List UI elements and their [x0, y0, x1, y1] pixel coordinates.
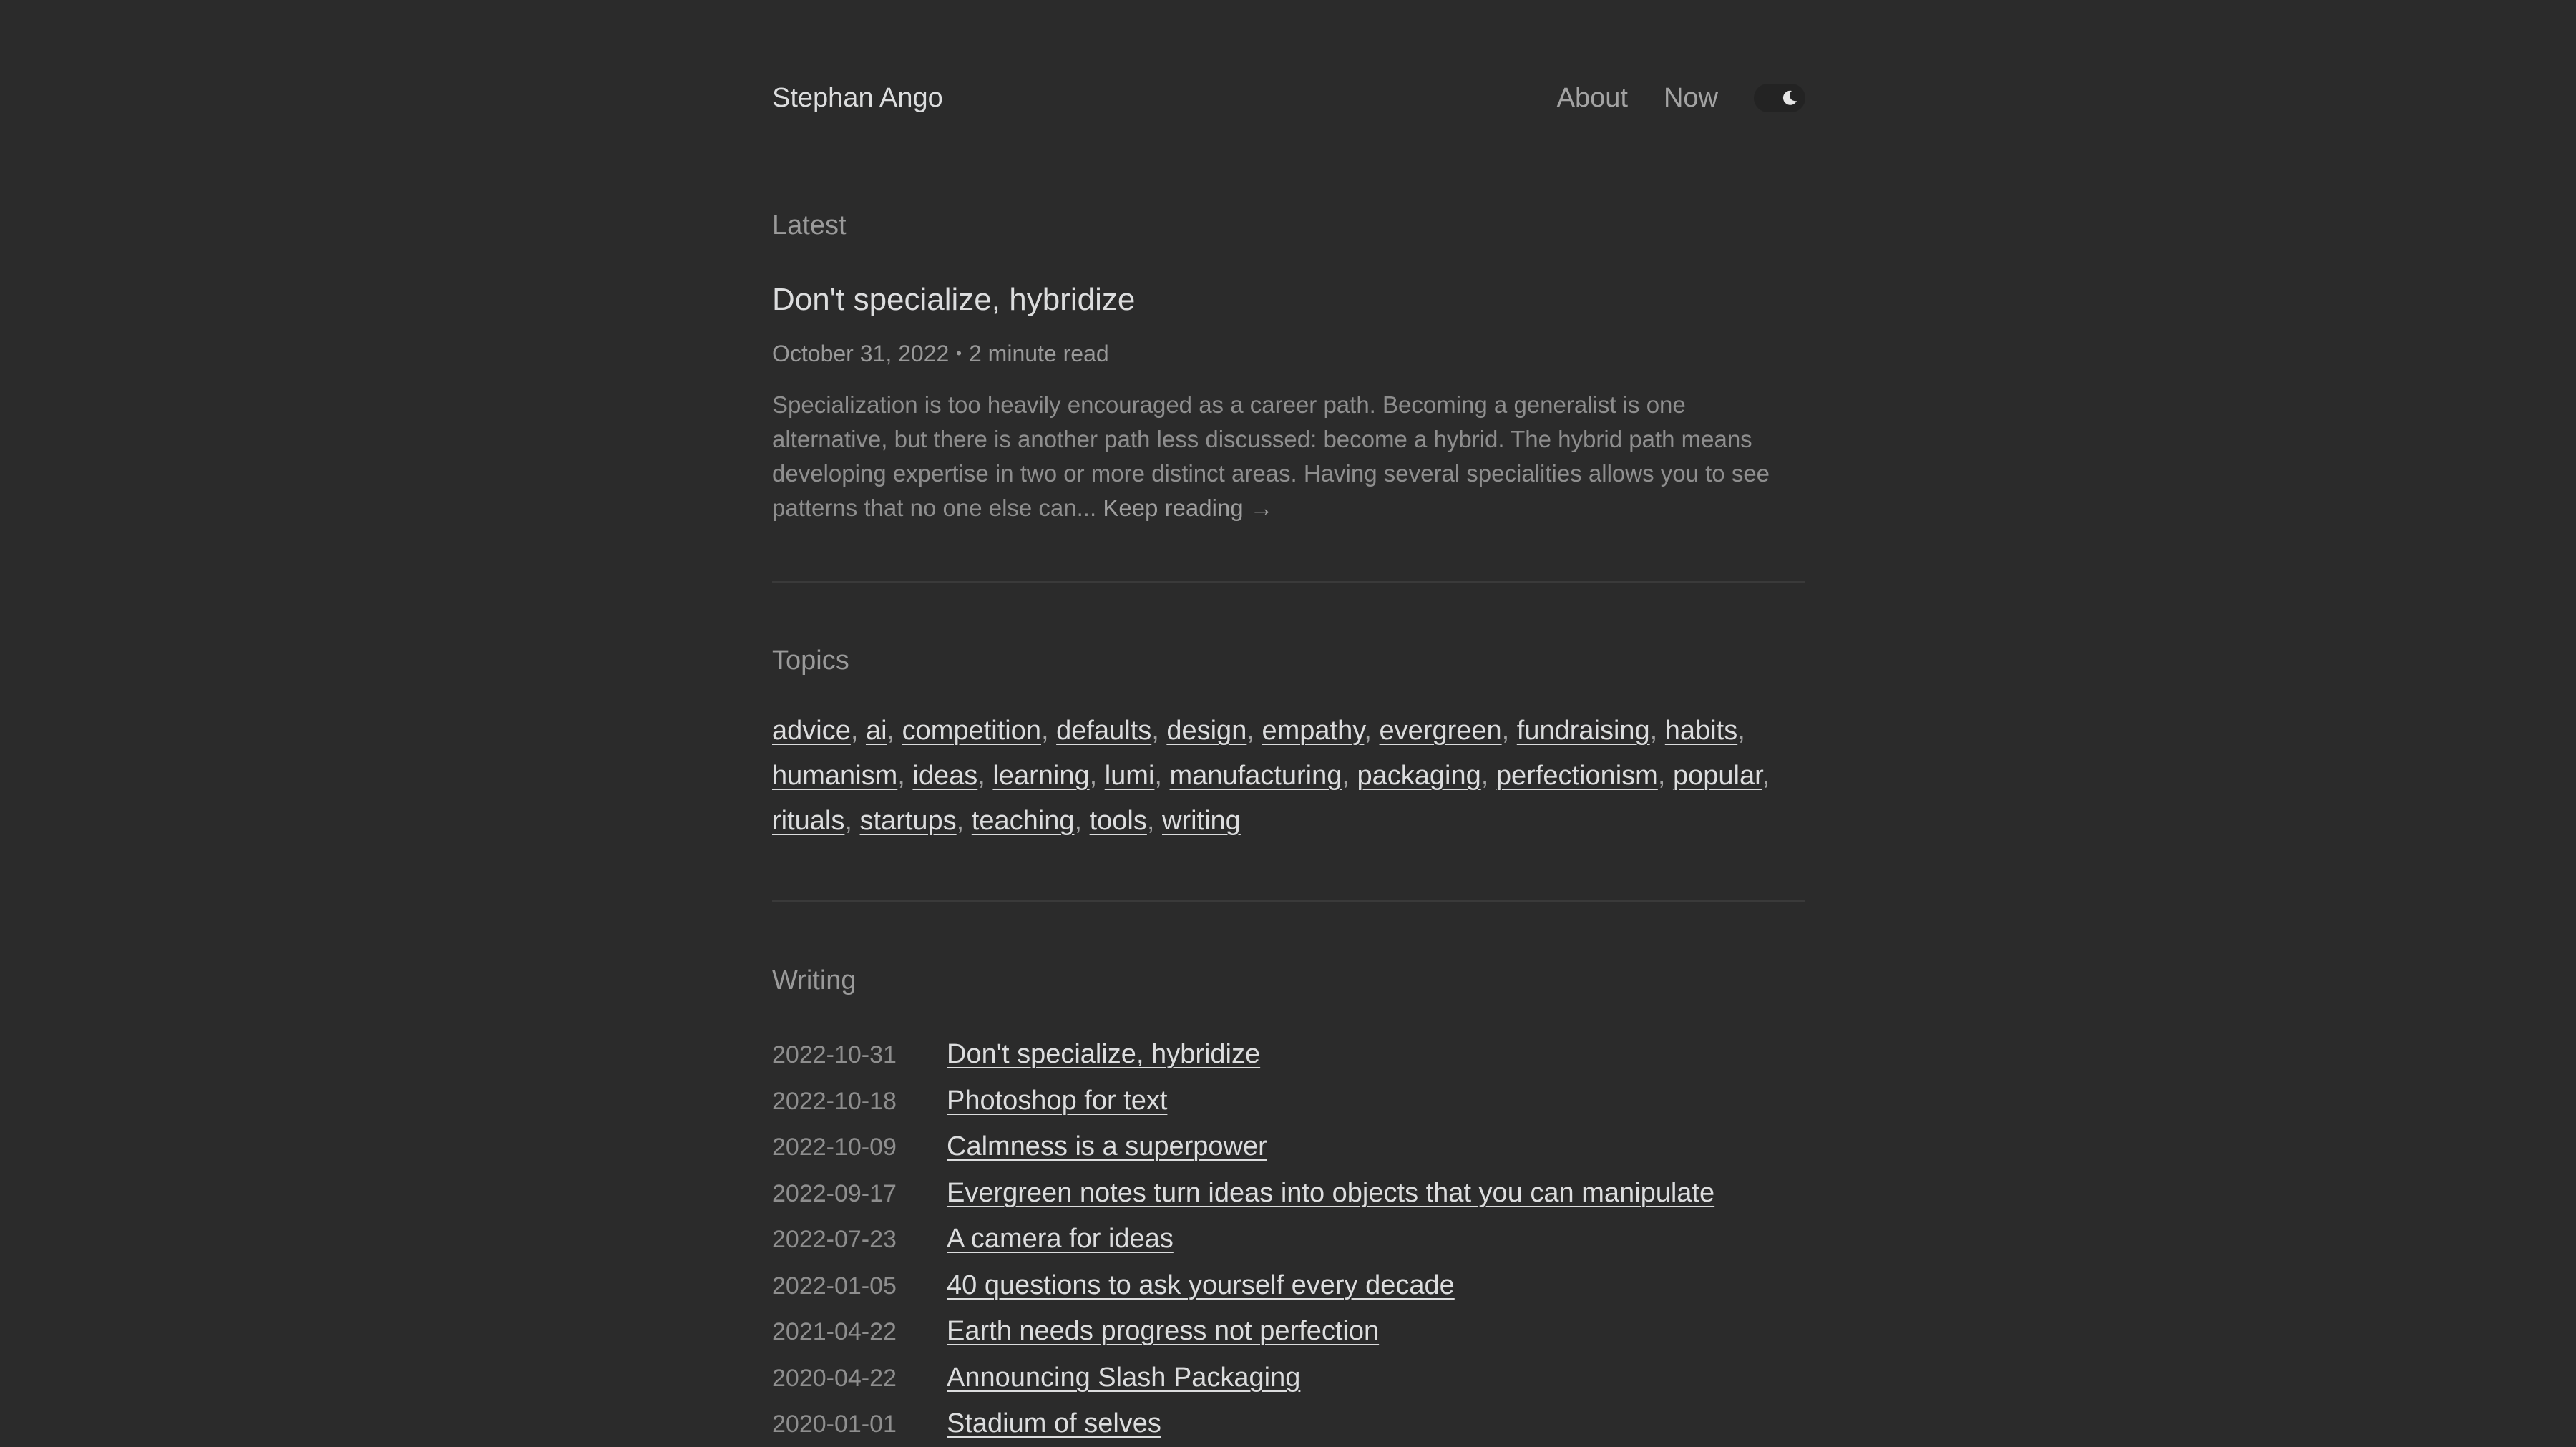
topic-link-popular[interactable]: popular — [1672, 761, 1762, 791]
post-title-link[interactable]: Calmness is a superpower — [947, 1131, 1267, 1161]
topic-separator: , — [1649, 716, 1665, 746]
topic-link-teaching[interactable]: teaching — [971, 806, 1075, 836]
writing-list-item — [772, 1363, 1714, 1409]
topic-separator: , — [1041, 716, 1057, 746]
topic-link-lumi[interactable]: lumi — [1104, 761, 1155, 791]
latest-post-read-time: 2 minute read — [968, 341, 1109, 366]
nav-about-link[interactable]: About — [1556, 83, 1628, 113]
writing-list-item — [772, 1316, 1714, 1363]
topic-link-fundraising[interactable]: fundraising — [1516, 716, 1650, 746]
topic-separator: , — [1151, 716, 1167, 746]
post-title-link[interactable]: A camera for ideas — [947, 1224, 1174, 1254]
post-title-link[interactable]: Earth needs progress not perfection — [947, 1316, 1380, 1346]
topic-separator: , — [977, 761, 993, 791]
topic-separator: , — [1501, 716, 1517, 746]
topic-link-competition[interactable]: competition — [902, 716, 1041, 746]
writing-list-item — [772, 1224, 1714, 1270]
post-title-link[interactable]: Evergreen notes turn ideas into objects that you can manipulate — [947, 1177, 1715, 1208]
topic-separator: , — [1146, 806, 1162, 836]
moon-icon — [1780, 88, 1800, 108]
topic-separator: , — [1089, 761, 1105, 791]
topic-separator: , — [1657, 761, 1673, 791]
topic-separator: , — [1762, 761, 1770, 791]
meta-separator: • — [956, 344, 962, 362]
topic-link-design[interactable]: design — [1166, 716, 1247, 746]
latest-post-meta — [772, 341, 1109, 367]
topic-link-packaging[interactable]: packaging — [1357, 761, 1481, 791]
top-nav — [1557, 83, 1805, 114]
topic-link-manufacturing[interactable]: manufacturing — [1169, 761, 1342, 791]
topic-link-empathy[interactable]: empathy — [1262, 716, 1365, 746]
theme-toggle[interactable] — [1754, 84, 1805, 112]
excerpt-text: Specialization is too heavily encouraged as a career path. Becoming a generalist is one alternative, but there is another path less discussed: become a hybrid. The hybrid path means developing expertise in two or more distinct areas. Having several specialities allows you to see patterns that no one else can... — [772, 391, 1770, 521]
topic-link-humanism[interactable]: humanism — [772, 761, 898, 791]
writing-list-item — [772, 1178, 1714, 1224]
writing-section-label: Writing — [772, 965, 857, 995]
topic-separator: , — [1246, 716, 1262, 746]
topic-separator: , — [1074, 806, 1090, 836]
section-divider — [772, 581, 1805, 583]
post-date: 2021-04-22 — [772, 1318, 897, 1345]
post-title-link[interactable]: Announcing Slash Packaging — [947, 1362, 1301, 1393]
latest-post-title-link[interactable]: Don't specialize, hybridize — [772, 282, 1136, 317]
latest-post-excerpt — [772, 388, 1805, 525]
topic-link-advice[interactable]: advice — [772, 716, 851, 746]
post-title-link[interactable]: Photoshop for text — [947, 1085, 1168, 1116]
topic-link-habits[interactable]: habits — [1664, 716, 1738, 746]
post-date: 2022-01-05 — [772, 1272, 897, 1300]
writing-list-item — [772, 1408, 1714, 1447]
section-divider — [772, 900, 1805, 902]
topic-separator: , — [897, 761, 913, 791]
topic-separator: , — [850, 716, 866, 746]
writing-list-item — [772, 1086, 1714, 1132]
post-date: 2022-10-09 — [772, 1134, 897, 1161]
topic-separator: , — [1480, 761, 1496, 791]
writing-list-item — [772, 1131, 1714, 1178]
topics-list — [772, 708, 1805, 844]
post-title-link[interactable]: Don't specialize, hybridize — [947, 1039, 1261, 1069]
topic-link-rituals[interactable]: rituals — [772, 806, 845, 836]
topics-section-label: Topics — [772, 645, 849, 676]
topic-separator: , — [1342, 761, 1357, 791]
latest-section-label: Latest — [772, 210, 847, 240]
post-date: 2022-10-31 — [772, 1041, 897, 1068]
nav-now-link[interactable]: Now — [1663, 83, 1718, 113]
writing-list — [772, 1039, 1714, 1447]
topic-link-ai[interactable]: ai — [865, 716, 887, 746]
topic-link-startups[interactable]: startups — [859, 806, 957, 836]
topic-separator: , — [1737, 716, 1745, 746]
topic-link-writing[interactable]: writing — [1162, 806, 1241, 836]
topic-separator: , — [956, 806, 972, 836]
post-date: 2020-04-22 — [772, 1364, 897, 1392]
writing-list-item — [772, 1270, 1714, 1317]
topic-link-perfectionism[interactable]: perfectionism — [1496, 761, 1658, 791]
post-date: 2022-10-18 — [772, 1087, 897, 1115]
topic-link-defaults[interactable]: defaults — [1056, 716, 1152, 746]
site-title-link[interactable]: Stephan Ango — [772, 83, 943, 113]
post-date: 2022-07-23 — [772, 1226, 897, 1253]
topic-separator: , — [887, 716, 902, 746]
writing-list-item — [772, 1039, 1714, 1086]
topic-link-tools[interactable]: tools — [1089, 806, 1147, 836]
post-title-link[interactable]: 40 questions to ask yourself every decade — [947, 1270, 1455, 1300]
topic-separator: , — [1154, 761, 1170, 791]
post-date: 2022-09-17 — [772, 1179, 897, 1207]
post-date: 2020-01-01 — [772, 1411, 897, 1438]
topic-link-learning[interactable]: learning — [992, 761, 1090, 791]
keep-reading-link[interactable]: Keep reading → — [1103, 494, 1274, 521]
topic-separator: , — [1364, 716, 1380, 746]
latest-post-date: October 31, 2022 — [772, 341, 950, 366]
topic-link-evergreen[interactable]: evergreen — [1379, 716, 1502, 746]
topic-separator: , — [844, 806, 860, 836]
topic-link-ideas[interactable]: ideas — [912, 761, 978, 791]
post-title-link[interactable]: Stadium of selves — [947, 1408, 1161, 1438]
